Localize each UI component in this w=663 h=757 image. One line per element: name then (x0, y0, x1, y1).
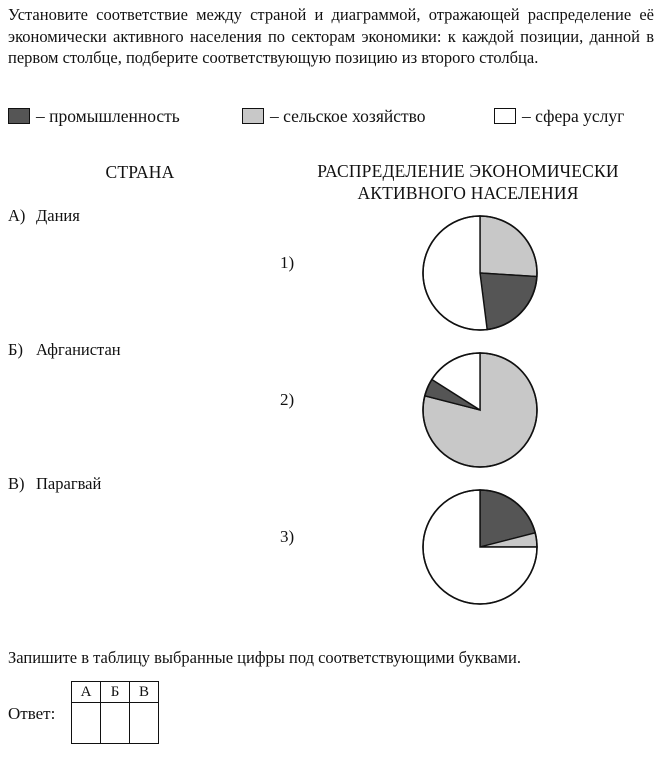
legend-label: – сфера услуг (522, 106, 625, 126)
diagram-column-header-line2: АКТИВНОГО НАСЕЛЕНИЯ (357, 183, 579, 203)
answer-header-a: А (72, 682, 101, 703)
country-item-b (8, 340, 121, 360)
country-name: Парагвай (36, 474, 102, 493)
pie-label-1: 1) (280, 253, 295, 272)
pie-1-slice-2 (480, 273, 537, 330)
legend-item-industry (8, 104, 180, 128)
industry-swatch (8, 108, 30, 124)
pie-chart-1 (420, 213, 540, 333)
country-name: Афганистан (36, 340, 121, 359)
diagram-column-header-line1: РАСПРЕДЕЛЕНИЕ ЭКОНОМИЧЕСКИ (317, 161, 619, 181)
pie-1-slice-3 (423, 216, 487, 330)
legend-label: – промышленность (36, 106, 180, 126)
pie-chart-2 (420, 350, 540, 470)
answer-label: Ответ: (8, 704, 56, 723)
legend (8, 104, 658, 128)
country-letter: А) (8, 206, 26, 225)
country-name: Дания (36, 206, 80, 225)
pie-label-3: 3) (280, 527, 295, 546)
legend-item-agriculture (242, 104, 426, 128)
country-letter: Б) (8, 340, 23, 359)
answer-header-v: В (130, 682, 159, 703)
pie-1-slice-1 (480, 216, 537, 277)
answer-header-b: Б (101, 682, 130, 703)
country-item-a (8, 206, 80, 226)
legend-item-services (494, 104, 624, 128)
agriculture-swatch (242, 108, 264, 124)
answer-cell-a[interactable] (72, 703, 101, 744)
country-letter: В) (8, 474, 25, 493)
task-text: Установите соответствие между страной и диаграммой, отражающей распределение её экономически активного населения по секторам экономики: к каждой позиции, данной в первом столбце, подберите соответствующую позицию из второго столбца. (8, 5, 654, 67)
answer-table (71, 681, 159, 744)
legend-label: – сельское хозяйство (270, 106, 426, 126)
country-column-header: СТРАНА (105, 162, 175, 182)
instruction-text: Запишите в таблицу выбранные цифры под соответствующими буквами. (8, 648, 521, 667)
pie-chart-3 (420, 487, 540, 607)
answer-cell-v[interactable] (130, 703, 159, 744)
answer-cell-b[interactable] (101, 703, 130, 744)
pie-label-2: 2) (280, 390, 295, 409)
country-item-v (8, 474, 101, 494)
services-swatch (494, 108, 516, 124)
